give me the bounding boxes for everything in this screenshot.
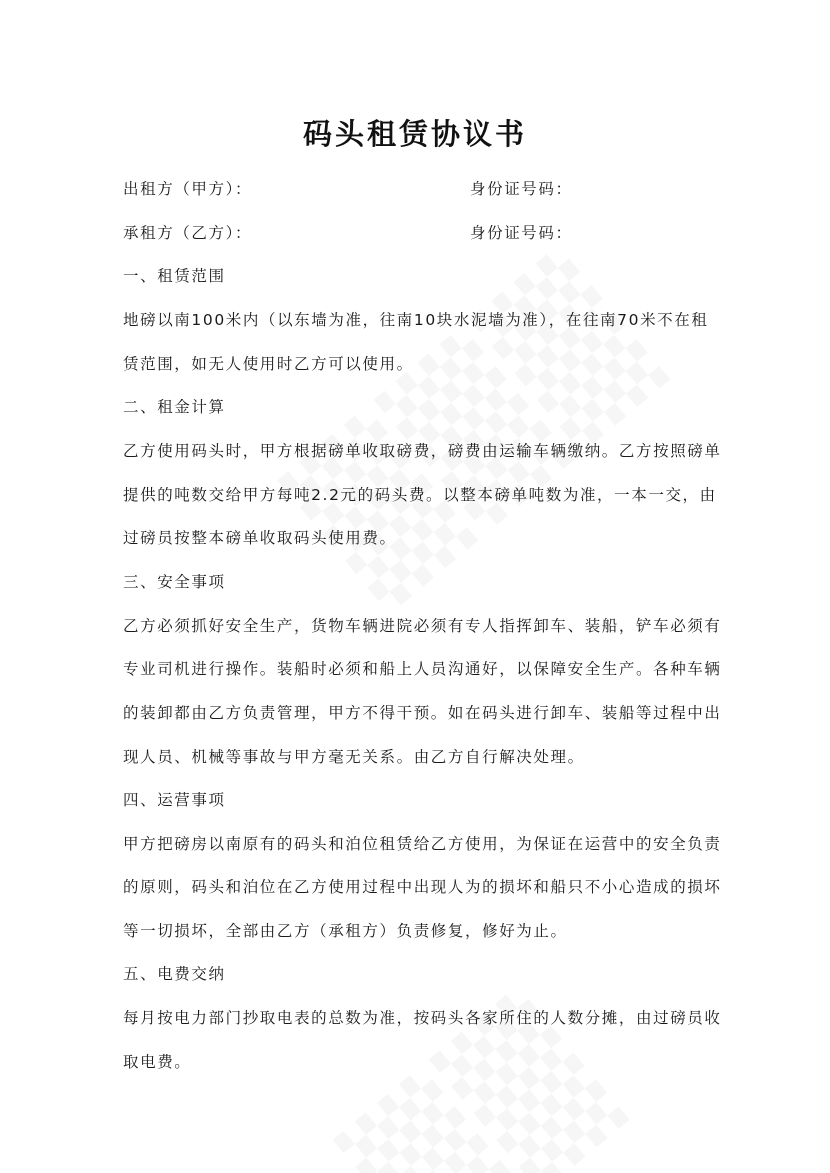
paragraph-line: 甲方把磅房以南原有的码头和泊位租赁给乙方使用，为保证在运营中的安全负责 [123, 835, 722, 853]
section-heading: 二、租金计算 [123, 398, 226, 416]
paragraph-line: 赁范围，如无人使用时乙方可以使用。 [123, 355, 414, 373]
lessee-label: 承租方（乙方）： [123, 224, 253, 242]
paragraph-line: 乙方必须抓好安全生产，货物车辆进院必须有专人指挥卸车、装船，铲车必须有 [123, 617, 722, 635]
paragraph-line: 取电费。 [123, 1053, 192, 1071]
paragraph-line: 等一切损坏，全部由乙方（承租方）负责修复，修好为止。 [123, 922, 568, 940]
paragraph-line: 的原则，码头和泊位在乙方使用过程中出现人为的损坏和船只不小心造成的损坏 [123, 878, 722, 896]
paragraph-line: 乙方使用码头时，甲方根据磅单收取磅费，磅费由运输车辆缴纳。乙方按照磅单 [123, 442, 722, 460]
paragraph-line: 的装卸都由乙方负责管理，甲方不得干预。如在码头进行卸车、装船等过程中出 [123, 704, 722, 722]
document-title: 码头租赁协议书 [302, 117, 527, 151]
paragraph-line: 现人员、机械等事故与甲方毫无关系。由乙方自行解决处理。 [123, 748, 585, 766]
lessee-id-label: 身份证号码： [470, 224, 573, 242]
paragraph-line: 每月按电力部门抄取电表的总数为准，按码头各家所住的人数分摊，由过磅员收 [123, 1009, 722, 1027]
paragraph-line: 地磅以南100米内（以东墙为准，往南10块水泥墙为准），在往南70米不在租 [123, 311, 709, 329]
section-heading: 四、运营事项 [123, 791, 226, 809]
watermark [278, 239, 678, 614]
paragraph-line: 提供的吨数交给甲方每吨2.2元的码头费。以整本磅单吨数为准，一本一交，由 [123, 486, 717, 504]
section-heading: 五、电费交纳 [123, 965, 226, 983]
paragraph-line: 过磅员按整本磅单收取码头使用费。 [123, 529, 397, 547]
lessor-id-label: 身份证号码： [470, 180, 573, 198]
section-heading: 一、租赁范围 [123, 267, 226, 285]
paragraph-line: 专业司机进行操作。装船时必须和船上人员沟通好，以保障安全生产。各种车辆 [123, 660, 722, 678]
section-heading: 三、安全事项 [123, 573, 226, 591]
lessor-label: 出租方（甲方）： [123, 180, 253, 198]
